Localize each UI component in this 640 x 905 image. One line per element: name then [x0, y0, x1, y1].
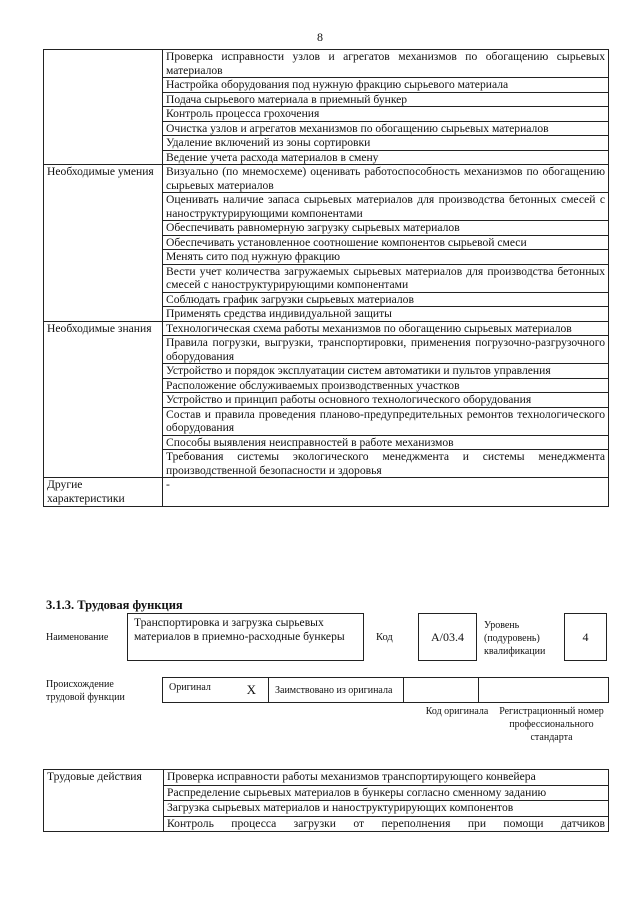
table-row: [44, 770, 609, 786]
group-label: [44, 50, 163, 165]
level-value: 4: [564, 613, 607, 661]
list-item: Вести учет количества загружаемых сырьевых материалов для производства бетонных смесей с наноструктурирующими компонентами: [163, 264, 609, 292]
table-row: [44, 165, 609, 193]
group-label: Другие характеристики: [44, 478, 163, 507]
borrowed-cell: [269, 678, 404, 703]
reg-number-cell: [479, 678, 609, 703]
labor-actions-table: [43, 769, 609, 832]
list-item: Ведение учета расхода материалов в смену: [163, 150, 609, 165]
code-original-cell: [404, 678, 479, 703]
list-item: Визуально (по мнемосхеме) оценивать работоспособность механизмов по обогащению сырьевых материалов: [163, 165, 609, 193]
list-item: Проверка исправности работы механизмов транспортирующего конвейера: [164, 770, 609, 786]
list-item: Оценивать наличие запаса сырьевых материалов для производства бетонных смесей с наноструктурирующими компонентами: [163, 193, 609, 221]
list-item: Способы выявления неисправностей в работе механизмов: [163, 435, 609, 450]
list-item: Устройство и порядок эксплуатации систем автоматики и пультов управления: [163, 364, 609, 379]
list-item: Обеспечивать установленное соотношение компонентов сырьевой смеси: [163, 235, 609, 250]
list-item: Обеспечивать равномерную загрузку сырьевых материалов: [163, 221, 609, 236]
list-item: Подача сырьевого материала в приемный бункер: [163, 92, 609, 107]
table-row: [44, 321, 609, 336]
list-item: Устройство и принцип работы основного технологического оборудования: [163, 393, 609, 408]
list-item: Правила погрузки, выгрузки, транспортировки, применения погрузочно-разгрузочного оборудования: [163, 336, 609, 364]
list-item: Контроль процесса загрузки от переполнения при помощи датчиков: [164, 816, 609, 832]
list-item: -: [163, 478, 609, 507]
list-item: Контроль процесса грохочения: [163, 107, 609, 122]
list-item: Настройка оборудования под нужную фракцию сырьевого материала: [163, 78, 609, 93]
list-item: Проверка исправности узлов и агрегатов механизмов по обогащению сырьевых материалов: [163, 50, 609, 78]
list-item: Менять сито под нужную фракцию: [163, 250, 609, 265]
origin-label-text: Происхождение трудовой функции: [46, 679, 125, 703]
level-label: Уровень (подуровень) квалификации: [484, 620, 546, 657]
list-item: Удаление включений из зоны сортировки: [163, 136, 609, 151]
borrowed-label: Заимствовано из оригинала: [275, 684, 393, 696]
name-label: Наименование: [46, 632, 109, 643]
list-item: Расположение обслуживаемых производственных участков: [163, 378, 609, 393]
list-item: Очистка узлов и агрегатов механизмов по обогащению сырьевых материалов: [163, 121, 609, 136]
section-title: 3.1.3. Трудовая функция: [46, 598, 183, 612]
table-row: [44, 478, 609, 507]
table-row: [44, 50, 609, 78]
function-name-value: Транспортировка и загрузка сырьевых материалов в приемно-расходные бункеры: [127, 613, 364, 661]
actions-label: Трудовые действия: [44, 770, 164, 832]
list-item: Состав и правила проведения планово-предупредительных ремонтов технологического оборудования: [163, 407, 609, 435]
list-item: Требования системы экологического менеджмента и системы менеджмента производственной безопасности и здоровья: [163, 450, 609, 478]
caption-code-original: Код оригинала: [425, 706, 489, 717]
caption-reg-number: Регистрационный номер профессионального стандарта: [499, 706, 604, 743]
group-label: Необходимые умения: [44, 165, 163, 322]
list-item: Распределение сырьевых материалов в бункеры согласно сменному заданию: [164, 785, 609, 801]
page-number: 8: [317, 30, 323, 44]
list-item: Применять средства индивидуальной защиты: [163, 307, 609, 322]
original-label: Оригинал: [169, 682, 211, 693]
code-label: Код: [376, 632, 393, 643]
original-mark: X: [246, 682, 256, 697]
list-item: Технологическая схема работы механизмов по обогащению сырьевых материалов: [163, 321, 609, 336]
group-label: Необходимые знания: [44, 321, 163, 478]
original-cell: [163, 678, 269, 703]
list-item: Загрузка сырьевых материалов и наноструктурирующих компонентов: [164, 801, 609, 817]
list-item: Соблюдать график загрузки сырьевых материалов: [163, 292, 609, 307]
competency-table: [43, 49, 609, 507]
origin-label: [46, 678, 142, 704]
function-code-value: А/03.4: [418, 613, 477, 661]
origin-table: [162, 677, 609, 703]
